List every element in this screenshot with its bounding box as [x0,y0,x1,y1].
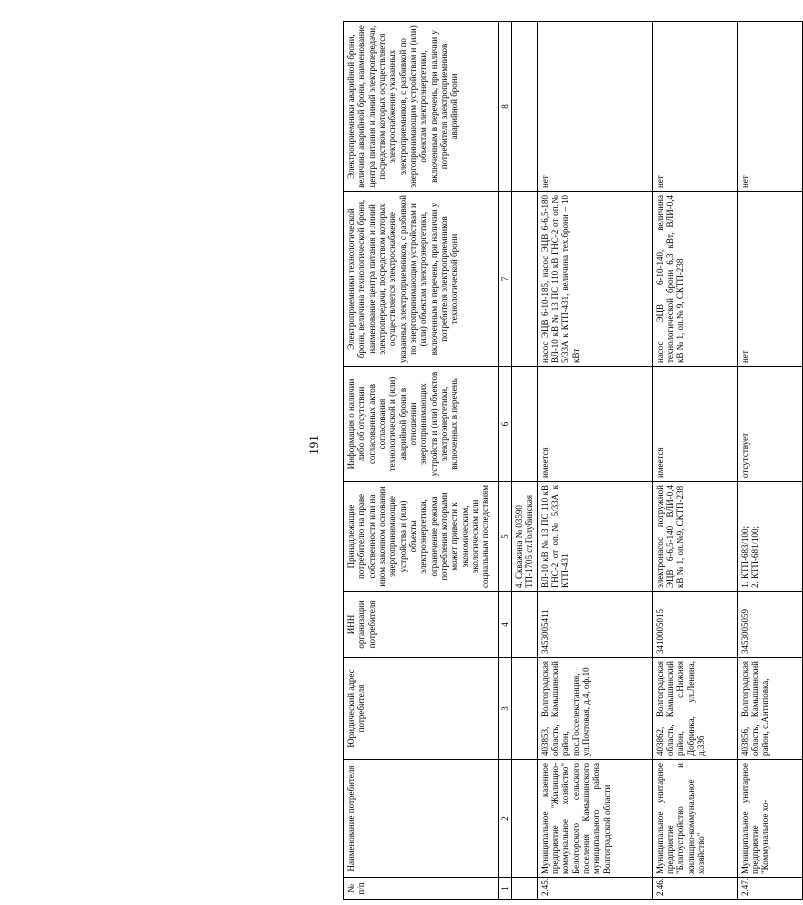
header-legal-address: Юридический адрес потребителя [344,658,499,760]
table-row [537,22,652,900]
tech-reserve: нет [737,192,802,367]
row-number: 2.45. [537,878,652,900]
tech-reserve: насос ЭЦВ 6-10-140, величина технологической брони 6,3 кВт, ВЛИ-0,4 кВ № 1, оп.№ 9, СКТП-238 [652,192,737,367]
consumer-name [512,760,538,878]
column-number: 4 [499,592,512,658]
legal-address [512,658,538,760]
acts-status: отсутствует [737,367,802,482]
column-number: 5 [499,482,512,592]
row-number: 2.47. [737,878,802,900]
devices: 4. Скважина № 03590 ТП-1705 ст.Голубинская [512,482,538,592]
column-number: 7 [499,192,512,367]
acts-status: имеется [652,367,737,482]
acts-status [512,367,538,482]
column-number-row [499,22,512,900]
table-header-row [344,22,499,900]
tech-reserve [512,192,538,367]
consumer-table [343,21,803,900]
row-number: 2.46. [652,878,737,900]
header-consumer-name: Наименование потребителя [344,760,499,878]
table-row [652,22,737,900]
inn: 3410005015 [652,592,737,658]
inn [512,592,538,658]
devices: электронасос погружной ЭЦВ 6-6,5-140 ВЛИ-0,4 кВ № 1, оп.№9, СКТП-238 [652,482,737,592]
header-number: № п/п [344,878,499,900]
emergency-reserve: нет [652,22,737,192]
page-number: 191 [306,435,321,455]
column-number: 3 [499,658,512,760]
consumer-name: Муниципальное унитарное предприятие "Коммунальное хо- [737,760,802,878]
header-emergency-reserve: Электроприемники аварийной брони, величина аварийной брони, наименование центра питания и линий электропередачи, посредством которых осуществляется электроснабжение указанных электроприемников, с разбивкой по энергопринимающим устройствам и (или) объектам электроэнергетики, включенным в перечень, при наличии у потребителя электроприемников аварийной брони [344,22,499,192]
header-inn: ИНН организации потребителя [344,592,499,658]
tech-reserve: насос ЭЦВ 6-10-185, насос ЭЦВ 6-6,5-180 ВЛ-10 кВ № 13 ПС 110 кВ ГНС-2 от оп.№ 5/33А к КТП-431, величина тех.брони – 10 кВт [537,192,652,367]
consumer-name: Муниципальное казенное предприятие "Жилищно-коммунальное хозяйство" Белогорского сельского поселения Камышинского муниципального района Волгоградской области [537,760,652,878]
inn: 3453005059 [737,592,802,658]
emergency-reserve: нет [537,22,652,192]
column-number: 6 [499,367,512,482]
consumer-name: Муниципальное унитарное предприятие "Благоустройство и жилищно-коммунальное хозяйство" [652,760,737,878]
column-number: 2 [499,760,512,878]
column-number: 8 [499,22,512,192]
inn: 3453005411 [537,592,652,658]
legal-address: 403853, Волгоградская область, Камышинский район, пос.Госселекстанция, ул.Почтовая, д.4, оф.10 [537,658,652,760]
emergency-reserve [512,22,538,192]
table-row [512,22,538,900]
acts-status: имеется [537,367,652,482]
legal-address: 403856, Волгоградская область, Камышинский район, с.Антиповка, [737,658,802,760]
header-acts: Информация о наличии либо об отсутствии согласованных актов согласования технологической и (или) аварийной брони в отношении энергопринимающих устройств и (или) объектов электроэнергетики, включенных в перечень [344,367,499,482]
emergency-reserve: нет [737,22,802,192]
devices: ВЛ-10 кВ № 13 ПС 110 кВ ГНС-2 от оп.№ 5/33А к КТП-431 [537,482,652,592]
header-tech-reserve: Электроприемники технологической брони, величина технологической брони, наименование центра питания и линий электропередачи, посредством которых осуществляется электроснабжение указанных электроприемников, с разбивкой по энергопринимающим устройствам и (или) объектам электроэнергетики, включенным в перечень, при наличии у потребителя электроприемников технологической брони [344,192,499,367]
row-number [512,878,538,900]
column-number: 1 [499,878,512,900]
header-devices: Принадлежащие потребителю на праве собственности или на ином законном основании энергопринимающие устройства и (или) объекты электроэнергетики, ограничение режима потребления которыми может привести к экономическим, экологическим или социальным последствиям [344,482,499,592]
devices: 1. КТП-683/100; 2. КТП-681/100; [737,482,802,592]
table-row [737,22,802,900]
legal-address: 403862, Волгоградская область, Камышинский район, с.Нижняя Добринка, ул.Ленина, д.33б [652,658,737,760]
